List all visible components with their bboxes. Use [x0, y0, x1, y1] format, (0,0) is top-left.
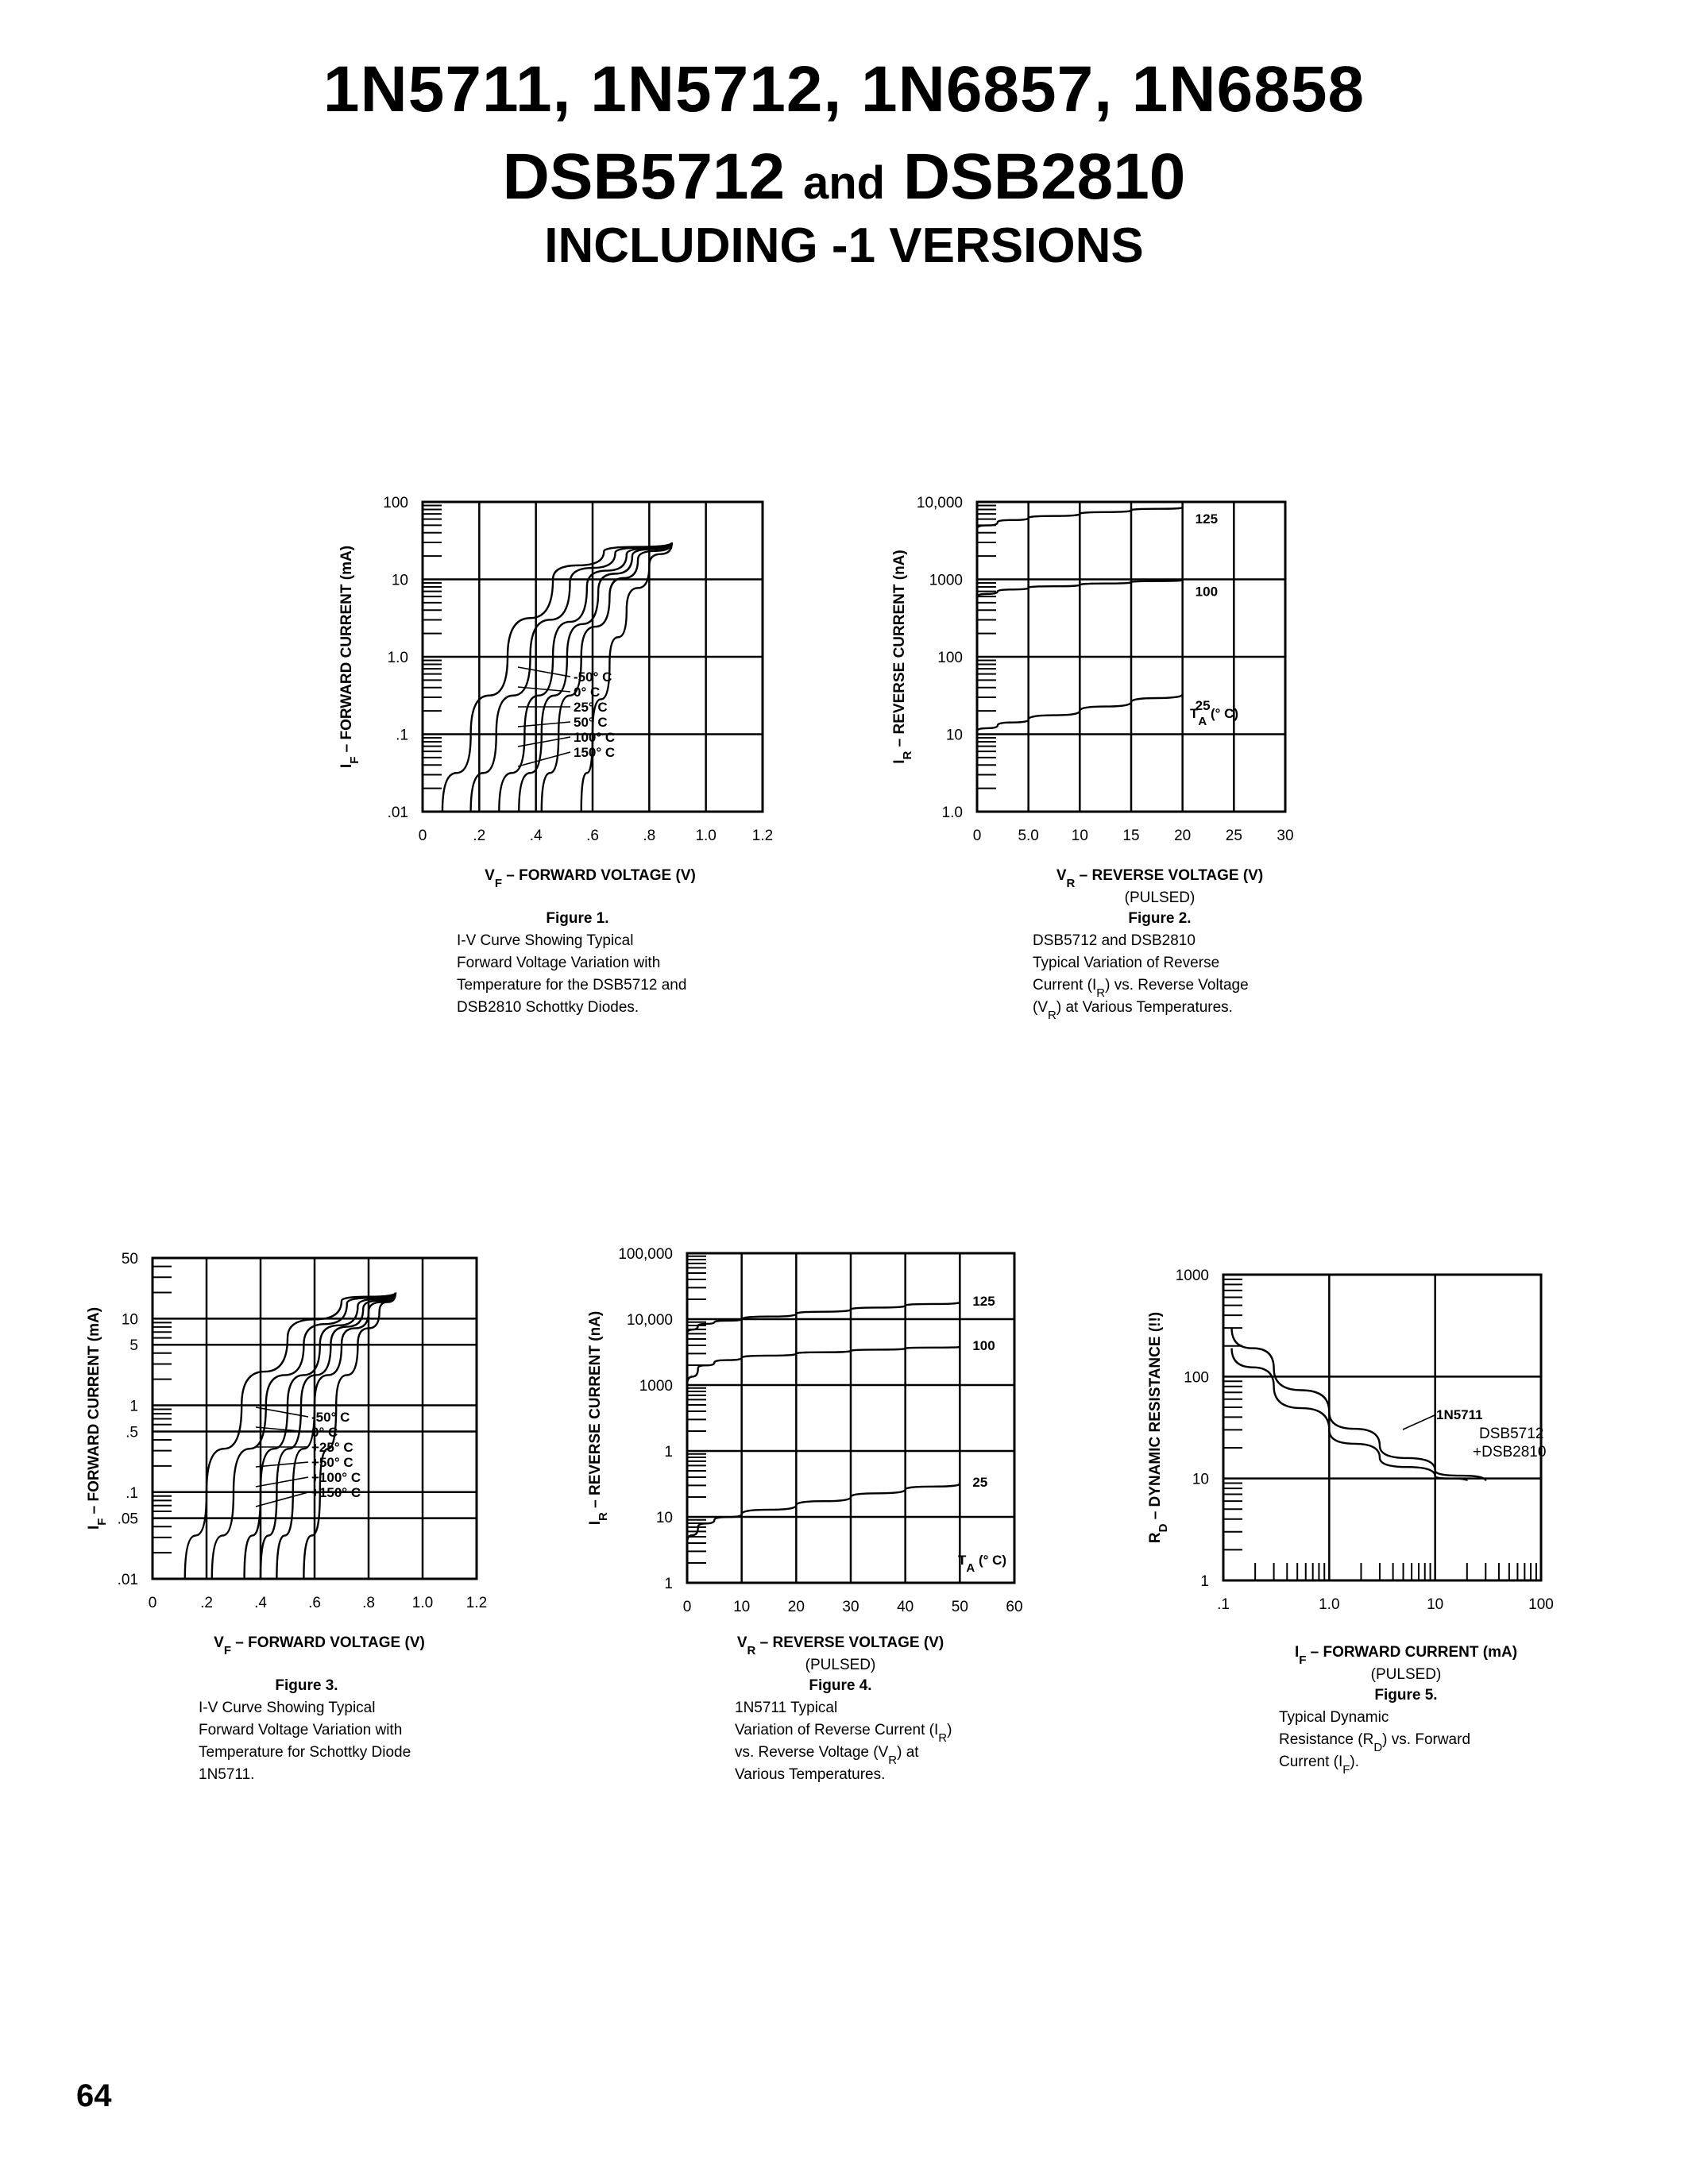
y-tick-label: .1 [126, 1484, 138, 1502]
y-tick-label: 1.0 [387, 650, 408, 666]
legend-title: $T_A$ (° C) [1190, 706, 1239, 728]
y-tick-label: 10 [121, 1311, 138, 1329]
chart-fig4 [587, 1246, 1023, 1783]
x-axis-title: $V_R$ – REVERSE VOLTAGE (V) [736, 1634, 944, 1657]
figure-caption-title: Figure 4. [809, 1677, 872, 1694]
figure-caption-line: $(V_R)$ at Various Temperatures. [1033, 999, 1233, 1022]
series-label: +150° C [311, 1485, 361, 1500]
x-tick-label: 40 [897, 1599, 914, 1615]
x-tick-label: .1 [1217, 1596, 1230, 1613]
annotation-leader [518, 752, 570, 766]
series-label: 125 [972, 1293, 995, 1309]
y-tick-label: 1 [664, 1576, 673, 1592]
x-tick-label: 1.2 [465, 1595, 488, 1611]
y-tick-label: 100 [1184, 1369, 1209, 1387]
document-title-line1: 1N5711, 1N5712, 1N6857, 1N6858 [323, 53, 1365, 125]
y-tick-label: .01 [387, 805, 408, 821]
series-label: 0° C [574, 685, 601, 700]
figure-caption-title: Figure 2. [1128, 910, 1192, 927]
x-axis-note: (PULSED) [805, 1657, 876, 1673]
series-line-4 [471, 542, 672, 812]
x-tick-label: 1.0 [695, 828, 717, 844]
y-tick-label: 10 [945, 727, 963, 744]
y-tick-label: .05 [117, 1511, 138, 1528]
figure-caption-line: Temperature for Schottky Diode [199, 1744, 411, 1761]
x-tick-label: .6 [586, 828, 599, 844]
figure-caption-title: Figure 5. [1374, 1687, 1438, 1704]
series-label: +DSB2810 [1473, 1444, 1547, 1461]
y-tick-label: 1000 [639, 1378, 673, 1395]
figure-caption-line: DSB2810 Schottky Diodes. [457, 999, 639, 1016]
title-part-dsb5712: DSB5712 [502, 141, 786, 213]
x-tick-label: 50 [951, 1599, 968, 1615]
series-label: +100° C [311, 1470, 361, 1485]
annotation-leader [1403, 1415, 1435, 1430]
figure-caption-title: Figure 3. [275, 1677, 338, 1694]
chart-fig1 [338, 495, 773, 1016]
y-tick-label: 1 [1200, 1573, 1209, 1590]
y-tick-label: .5 [126, 1424, 138, 1441]
figure-caption-line: Typical Dynamic [1279, 1709, 1389, 1726]
x-tick-label: .8 [362, 1595, 375, 1611]
page-number: 64 [76, 2078, 112, 2113]
x-tick-label: .6 [308, 1595, 321, 1611]
x-tick-label: 20 [787, 1599, 805, 1615]
x-tick-label: 100 [1528, 1596, 1554, 1613]
figure-caption-line: I-V Curve Showing Typical [199, 1700, 376, 1716]
series-label: 25° C [574, 700, 608, 715]
y-tick-label: 100 [937, 650, 963, 666]
y-tick-label: 10 [655, 1510, 673, 1526]
annotation-leader [256, 1492, 308, 1507]
x-tick-label: 20 [1174, 828, 1192, 844]
y-tick-label: 10 [1192, 1471, 1209, 1488]
series-line-1 [687, 1347, 960, 1385]
x-axis-title: $I_F$ – FORWARD CURRENT (mA) [1294, 1644, 1518, 1667]
x-tick-label: .2 [200, 1595, 213, 1611]
chart-fig3 [86, 1251, 487, 1783]
y-tick-label: 10 [391, 572, 408, 589]
series-label: DSB5712 [1479, 1426, 1544, 1442]
x-axis-title: $V_F$ – FORWARD VOLTAGE (V) [485, 867, 696, 890]
y-tick-label: 50 [121, 1251, 138, 1268]
x-axis-title: $V_F$ – FORWARD VOLTAGE (V) [214, 1634, 425, 1657]
y-tick-label: .1 [396, 727, 408, 744]
y-axis-title: $I_F$ – FORWARD CURRENT (mA) [86, 1306, 109, 1530]
y-tick-label: 5 [129, 1337, 138, 1355]
annotation-leader [518, 667, 570, 677]
x-tick-label: .4 [254, 1595, 267, 1611]
figure-caption-line: 1N5711 Typical [735, 1700, 838, 1716]
figure-caption-line: Current $(I_F)$. [1279, 1754, 1360, 1777]
series-line-5 [185, 1292, 396, 1579]
chart-fig5 [1147, 1268, 1554, 1777]
x-tick-label: 10 [1427, 1596, 1444, 1613]
x-tick-label: 25 [1225, 828, 1242, 844]
figure-caption-line: Forward Voltage Variation with [457, 955, 661, 971]
figure-caption-line: 1N5711. [199, 1766, 255, 1783]
y-tick-label: .01 [117, 1572, 138, 1588]
legend-title: $T_A$ (° C) [958, 1553, 1007, 1575]
figure-caption-line: Variation of Reverse Current $(I_R)$ [735, 1722, 952, 1745]
series-label: 150° C [574, 745, 616, 760]
figure-caption-line: Various Temperatures. [735, 1766, 886, 1783]
x-tick-label: 5.0 [1018, 828, 1039, 844]
y-tick-label: 1 [664, 1444, 673, 1461]
series-line-5 [442, 542, 672, 812]
x-tick-label: .2 [473, 828, 486, 844]
y-axis-title: $I_R$ – REVERSE CURRENT (nA) [587, 1310, 610, 1526]
series-label: 1N5711 [1436, 1407, 1483, 1422]
annotation-leader [518, 737, 570, 747]
y-tick-label: 100,000 [618, 1246, 673, 1263]
title-part-and: and [802, 157, 886, 209]
y-tick-label: 1000 [1175, 1268, 1209, 1284]
annotation-leader [256, 1477, 308, 1487]
x-tick-label: .8 [643, 828, 656, 844]
figure-caption-line: vs. Reverse Voltage $(V_R)$ at [735, 1744, 919, 1767]
series-label: 50° C [574, 715, 608, 730]
x-tick-label: 0 [418, 828, 427, 844]
x-tick-label: 1.0 [411, 1595, 434, 1611]
x-tick-label: 10 [1071, 828, 1088, 844]
series-label: +25° C [311, 1440, 353, 1455]
x-tick-label: 1.0 [1319, 1596, 1340, 1613]
figure-caption-line: Forward Voltage Variation with [199, 1722, 403, 1738]
y-tick-label: 10,000 [916, 495, 963, 511]
figure-caption-line: DSB5712 and DSB2810 [1033, 932, 1196, 949]
series-label: 0° C [311, 1425, 338, 1440]
series-label: 100° C [574, 730, 616, 745]
y-axis-title: $I_F$ – FORWARD CURRENT (mA) [338, 545, 361, 769]
document-subtitle: INCLUDING -1 VERSIONS [544, 218, 1144, 273]
x-tick-label: 30 [842, 1599, 859, 1615]
y-tick-label: 1.0 [941, 805, 963, 821]
series-label: 25 [972, 1475, 988, 1491]
series-label: -50° C [311, 1410, 350, 1425]
y-axis-title: $R_D$ – DYNAMIC RESISTANCE (!!) [1147, 1311, 1170, 1544]
figure-caption-line: Current $(I_R)$ vs. Reverse Voltage [1033, 977, 1249, 1000]
figure-caption-line: I-V Curve Showing Typical [457, 932, 634, 949]
y-tick-label: 1000 [929, 572, 963, 589]
series-line-0 [687, 1302, 960, 1334]
series-label: 125 [1195, 511, 1219, 527]
y-tick-label: 100 [383, 495, 408, 511]
series-line-0 [1232, 1328, 1486, 1480]
x-axis-title: $V_R$ – REVERSE VOLTAGE (V) [1056, 867, 1264, 890]
figure-caption-line: Resistance $(R_D)$ vs. Forward [1279, 1731, 1471, 1754]
x-tick-label: 10 [733, 1599, 751, 1615]
chart-fig2 [891, 495, 1294, 1022]
series-line-1 [1232, 1349, 1467, 1481]
figure-caption-title: Figure 1. [546, 910, 609, 927]
title-part-dsb2810: DSB2810 [902, 141, 1186, 213]
x-tick-label: .4 [529, 828, 543, 844]
x-tick-label: 0 [972, 828, 982, 844]
x-axis-note: (PULSED) [1370, 1666, 1442, 1683]
series-label: 100 [1195, 584, 1219, 600]
y-tick-label: 10,000 [626, 1312, 673, 1329]
x-tick-label: 1.2 [751, 828, 774, 844]
series-line-2 [687, 1484, 960, 1543]
figure-caption-line: Typical Variation of Reverse [1033, 955, 1220, 971]
x-tick-label: 30 [1277, 828, 1294, 844]
x-axis-note: (PULSED) [1124, 889, 1196, 906]
y-axis-title: $I_R$ – REVERSE CURRENT (nA) [891, 550, 914, 764]
series-label: 25 [1195, 697, 1211, 713]
x-tick-label: 60 [1006, 1599, 1023, 1615]
series-label: -50° C [574, 669, 612, 685]
y-tick-label: 1 [129, 1398, 138, 1415]
x-tick-label: 0 [682, 1599, 692, 1615]
figure-caption-line: Temperature for the DSB5712 and [457, 977, 687, 994]
series-label: 100 [972, 1337, 995, 1353]
x-tick-label: 0 [148, 1595, 157, 1611]
series-label: +50° C [311, 1455, 353, 1470]
x-tick-label: 15 [1122, 828, 1140, 844]
